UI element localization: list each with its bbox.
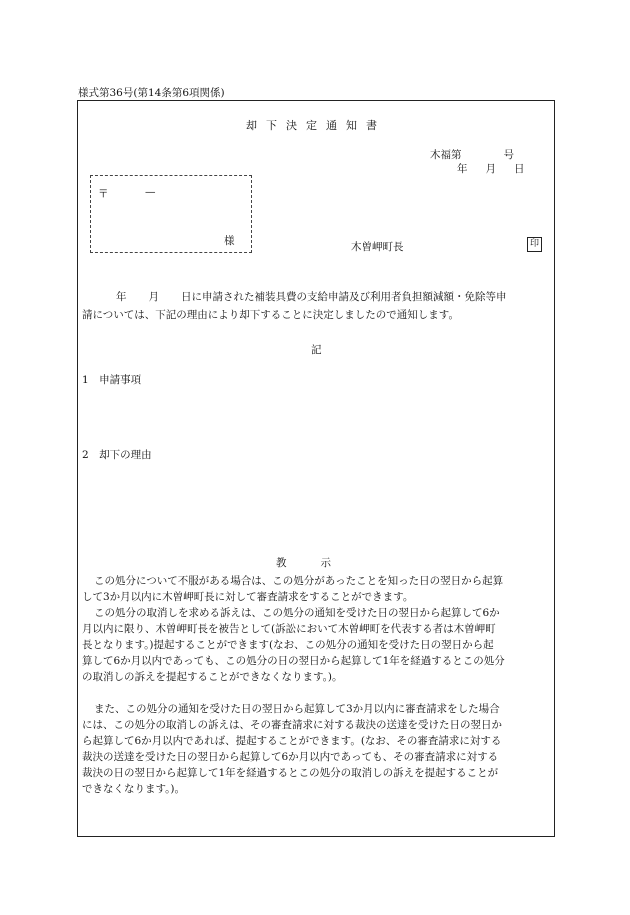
recipient-honorific: 様 <box>224 235 235 247</box>
intro-line-1 <box>116 289 507 304</box>
intro-month: 月 <box>148 291 159 303</box>
document-number-prefix: 木福第 <box>430 149 462 161</box>
issuer-name: 木曽岬町長 <box>351 241 404 253</box>
document-number-suffix: 号 <box>503 149 514 161</box>
postal-mark: 〒 <box>98 188 109 200</box>
instruction-p2-line: 月以内に限り、木曽岬町長を被告として(訴訟において木曽岬町を代表する者は木曽岬町 <box>82 623 496 635</box>
instruction-p3-line: ら起算して6か月以内であれば、提起することができます。(なお、その審査請求に対する <box>82 735 502 747</box>
date-year: 年 <box>457 163 468 175</box>
intro-year: 年 <box>116 291 127 303</box>
instruction-p3-line: 裁決の日の翌日から起算して1年を経過するとこの処分の取消しの訴えを提起することが <box>82 767 499 779</box>
intro-line-2: 請については、下記の理由により却下することに決定しましたので通知します。 <box>82 309 459 321</box>
seal-stamp: 印 <box>527 237 542 252</box>
date-month: 月 <box>485 163 496 175</box>
instruction-p3-line: また、この処分の通知を受けた日の翌日から起算して3か月以内に審査請求をした場合 <box>94 703 500 715</box>
instruction-p1-line: して3か月以内に木曽岬町長に対して審査請求をすることができます。 <box>82 591 414 603</box>
instruction-p3-line: できなくなります。)。 <box>82 783 186 795</box>
document-number <box>430 147 514 162</box>
instruction-p3-line: 裁決の送達を受けた日の翌日から起算して6か月以内であっても、その審査請求に対する <box>82 751 499 763</box>
postal-code-dash: — <box>145 186 156 198</box>
instruction-p2-line: の取消しの訴えを提起することができなくなります。)。 <box>82 671 343 683</box>
instruction-p2-line: 長となります。)提起することができます(なお、この処分の通知を受けた日の翌日から起 <box>82 639 494 651</box>
instruction-p3-line: には、この処分の取消しの訴えは、その審査請求に対する裁決の送達を受けた日の翌日か <box>82 719 502 731</box>
intro-line-1-text: 日に申請された補装具費の支給申請及び利用者負担額減額・免除等申 <box>181 291 507 303</box>
date-day: 日 <box>514 163 525 175</box>
form-number-label: 様式第36号(第14条第6項関係) <box>78 87 225 99</box>
instruction-p1-line: この処分について不服がある場合は、この処分があったことを知った日の翌日から起算 <box>94 575 504 587</box>
document-title: 却下決定通知書 <box>246 119 386 132</box>
instruction-p2-line: この処分の取消しを求める訴えは、この処分の通知を受けた日の翌日から起算して6か <box>94 607 500 619</box>
item-rejection-reason: 2 却下の理由 <box>82 449 152 461</box>
instruction-p2-line: 算して6か月以内であっても、この処分の日の翌日から起算して1年を経過するとこの処分 <box>82 655 505 667</box>
item-application-details: 1 申請事項 <box>82 374 142 386</box>
issue-date <box>457 161 525 176</box>
instruction-heading: 教示 <box>276 557 365 569</box>
ki-heading: 記 <box>311 344 322 356</box>
